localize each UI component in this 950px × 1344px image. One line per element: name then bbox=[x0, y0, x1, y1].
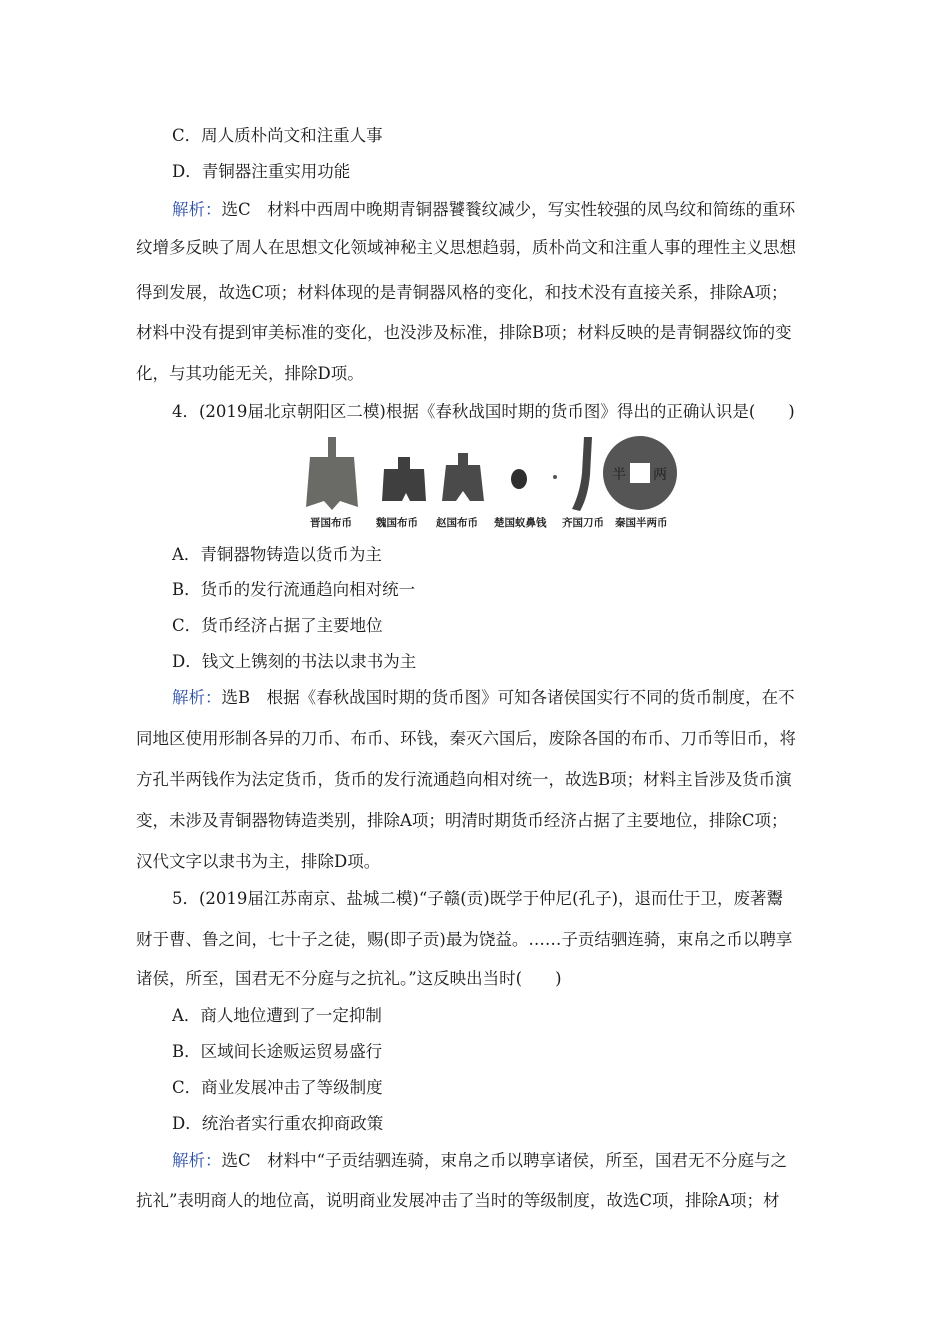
analysis-text: 选C 材料中“子贡结驷连骑，束帛之币以聘享诸侯，所至，国君无不分庭与之 bbox=[221, 1151, 788, 1170]
dot-separator bbox=[553, 475, 557, 479]
analysis-label: 解析： bbox=[172, 200, 222, 219]
coin-text-ban: 半 bbox=[612, 467, 626, 483]
q4-analysis-line-2: 同地区使用形制各异的刀币、布币、环钱，秦灭六国后，废除各国的布币、刀币等旧币，将 bbox=[136, 729, 796, 748]
coin-images bbox=[300, 435, 680, 515]
chu-antnose-coin-image bbox=[511, 469, 527, 489]
q4-option-c: C．货币经济占据了主要地位 bbox=[172, 616, 383, 635]
analysis-label: 解析： bbox=[172, 688, 222, 707]
q5-option-b: B．区域间长途贩运贸易盛行 bbox=[172, 1042, 383, 1061]
caption-qi: 齐国刀币 bbox=[562, 517, 604, 529]
q3-analysis-line-5: 化，与其功能无关，排除D项。 bbox=[136, 364, 364, 383]
coin-figure bbox=[300, 435, 680, 535]
q3-analysis-line-3: 得到发展，故选C项；材料体现的是青铜器风格的变化，和技术没有直接关系，排除A项； bbox=[136, 283, 788, 302]
qin-banliang-coin-image bbox=[603, 436, 677, 510]
analysis-label: 解析： bbox=[172, 1151, 222, 1170]
q5-option-d: D．统治者实行重农抑商政策 bbox=[172, 1114, 384, 1133]
q4-option-b: B．货币的发行流通趋向相对统一 bbox=[172, 580, 416, 599]
jin-spade-coin-image bbox=[306, 437, 358, 510]
caption-wei: 魏国布币 bbox=[376, 517, 418, 529]
analysis-text: 选C 材料中西周中晚期青铜器饕餮纹减少，写实性较强的凤鸟纹和简练的重环 bbox=[221, 200, 796, 219]
caption-chu: 楚国蚁鼻钱 bbox=[494, 517, 547, 529]
q5-option-c: C．商业发展冲击了等级制度 bbox=[172, 1078, 383, 1097]
q5-analysis-line-2: 抗礼”表明商人的地位高，说明商业发展冲击了当时的等级制度，故选C项，排除A项；材 bbox=[136, 1191, 780, 1210]
q4-analysis-line-3: 方孔半两钱作为法定货币，货币的发行流通趋向相对统一，故选B项；材料主旨涉及货币演 bbox=[136, 770, 792, 789]
q3-option-d: D．青铜器注重实用功能 bbox=[172, 162, 351, 181]
q4-analysis-line-1 bbox=[172, 688, 795, 708]
q4-option-d: D．钱文上镌刻的书法以隶书为主 bbox=[172, 652, 417, 671]
caption-qin: 秦国半两币 bbox=[615, 517, 668, 529]
q5-option-a: A．商人地位遭到了一定抑制 bbox=[172, 1006, 382, 1025]
q3-analysis-line-1 bbox=[172, 200, 795, 220]
q5-analysis-line-1 bbox=[172, 1151, 787, 1171]
qi-knife-coin-image bbox=[572, 437, 592, 511]
q4-option-a: A．青铜器物铸造以货币为主 bbox=[172, 545, 382, 564]
caption-zhao: 赵国布币 bbox=[436, 517, 478, 529]
q4-stem: 4．(2019届北京朝阳区二模)根据《春秋战国时期的货币图》得出的正确认识是( ) bbox=[172, 402, 795, 421]
caption-jin: 晋国布币 bbox=[310, 517, 352, 529]
analysis-text: 选B 根据《春秋战国时期的货币图》可知各诸侯国实行不同的货币制度，在不 bbox=[221, 688, 795, 707]
zhao-spade-coin-image bbox=[442, 453, 484, 501]
coin-text-liang: 两 bbox=[653, 467, 667, 483]
q5-stem-line-2: 财于曹、鲁之间，七十子之徒，赐(即子贡)最为饶益。……子贡结驷连骑，束帛之币以聘享 bbox=[136, 930, 793, 949]
q4-analysis-line-4: 变，未涉及青铜器物铸造类别，排除A项；明清时期货币经济占据了主要地位，排除C项； bbox=[136, 811, 788, 830]
q5-stem-line-1: 5．(2019届江苏南京、盐城二模)“子赣(贡)既学于仲尼(孔子)，退而仕于卫，废著鬻 bbox=[172, 889, 784, 908]
q5-stem-line-3: 诸侯，所至，国君无不分庭与之抗礼。”这反映出当时( ) bbox=[136, 969, 562, 988]
q3-analysis-line-2: 纹增多反映了周人在思想文化领域神秘主义思想趋弱，质朴尚文和注重人事的理性主义思想 bbox=[136, 238, 796, 257]
q3-option-c: C．周人质朴尚文和注重人事 bbox=[172, 126, 383, 145]
q4-analysis-line-5: 汉代文字以隶书为主，排除D项。 bbox=[136, 852, 381, 871]
q3-analysis-line-4: 材料中没有提到审美标准的变化，也没涉及标准，排除B项；材料反映的是青铜器纹饰的变 bbox=[136, 323, 792, 342]
wei-spade-coin-image bbox=[382, 457, 426, 501]
